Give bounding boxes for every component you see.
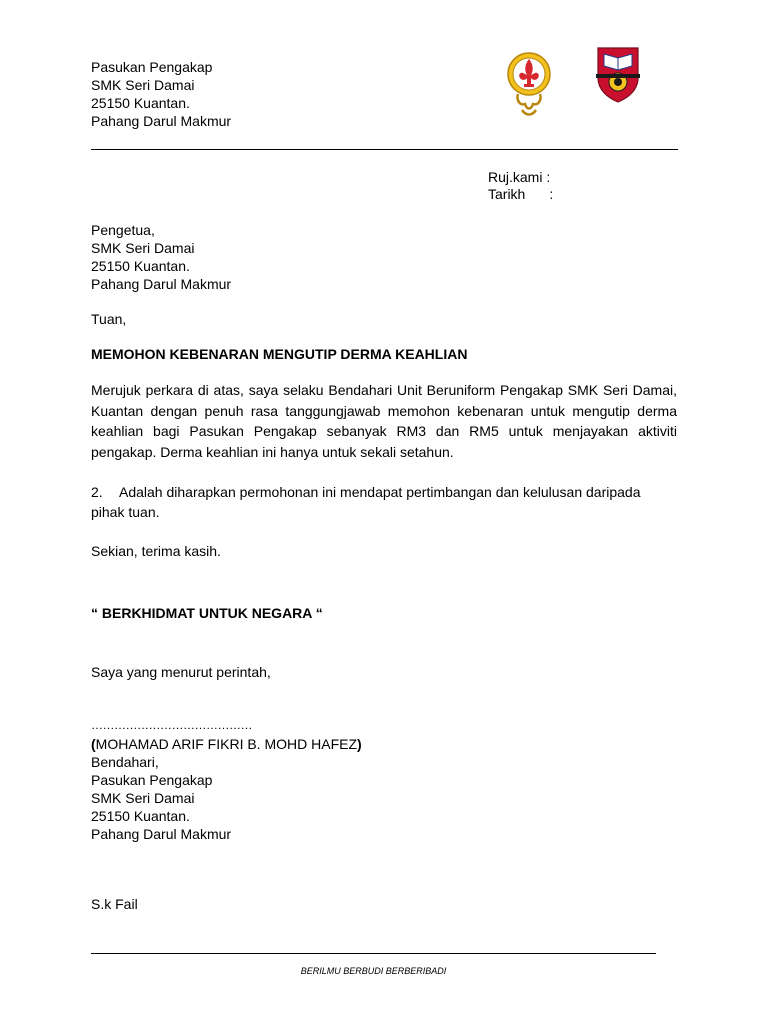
sender-line: 25150 Kuantan. xyxy=(91,95,190,111)
motto: “ BERKHIDMAT UNTUK NEGARA “ xyxy=(91,605,323,621)
sender-address xyxy=(91,58,231,130)
header-divider xyxy=(91,149,678,150)
ruj-kami-label: Ruj.kami : xyxy=(488,169,551,185)
carbon-copy: S.k Fail xyxy=(91,896,138,912)
signer-line: Pahang Darul Makmur xyxy=(91,826,232,842)
signature-line: …………………………………… xyxy=(91,718,252,732)
recipient-line: SMK Seri Damai xyxy=(91,240,195,256)
signer-line: Bendahari, xyxy=(91,754,159,770)
signer-line: SMK Seri Damai xyxy=(91,790,195,806)
paragraph-2-number: 2. xyxy=(91,484,103,500)
signer-close-paren: ) xyxy=(357,736,362,752)
footer-motto: BERILMU BERBUDI BERBERIBADI xyxy=(300,966,447,976)
sender-line: SMK Seri Damai xyxy=(91,77,195,93)
signer-line: Pasukan Pengakap xyxy=(91,772,213,788)
signer-name: MOHAMAD ARIF FIKRI B. MOHD HAFEZ xyxy=(95,736,358,752)
tarikh-colon: : xyxy=(549,186,554,202)
signer-open-paren: ( xyxy=(91,736,96,752)
school-crest-icon xyxy=(594,44,642,104)
signer-line: 25150 Kuantan. xyxy=(91,808,190,824)
letter-subject: MEMOHON KEBENARAN MENGUTIP DERMA KEAHLIAN xyxy=(91,346,468,362)
paragraph-1: Merujuk perkara di atas, saya selaku Bendahari Unit Beruniform Pengakap SMK Seri Damai, Kuantan dengan penuh rasa tanggungjawab memohon kebenaran untuk mengutip derma keahlian bagi Pasukan Pengakap sebanyak RM3 dan RM5 untuk menjayakan aktiviti pengakap. Derma keahlian ini hanya untuk sekali setahun. xyxy=(91,382,677,460)
tarikh-row xyxy=(488,186,553,203)
recipient-line: 25150 Kuantan. xyxy=(91,258,190,274)
sender-line: Pahang Darul Makmur xyxy=(91,113,232,129)
closing-line: Sekian, terima kasih. xyxy=(91,543,221,559)
footer-divider xyxy=(91,953,656,954)
signer-block xyxy=(91,735,362,843)
recipient-line: Pahang Darul Makmur xyxy=(91,276,232,292)
paragraph-2 xyxy=(91,482,677,522)
tarikh-label: Tarikh xyxy=(488,186,526,202)
recipient-line: Pengetua, xyxy=(91,222,155,238)
signer-name-line xyxy=(91,735,362,753)
paragraph-2-text: Adalah diharapkan permohonan ini mendapat pertimbangan dan kelulusan daripada pihak tuan. xyxy=(91,484,641,520)
salutation: Tuan, xyxy=(91,311,127,327)
reference-block xyxy=(488,169,553,203)
recipient-address xyxy=(91,221,231,293)
sender-line: Pasukan Pengakap xyxy=(91,59,213,75)
scout-emblem-icon xyxy=(506,44,552,120)
yours-faithfully: Saya yang menurut perintah, xyxy=(91,664,271,680)
